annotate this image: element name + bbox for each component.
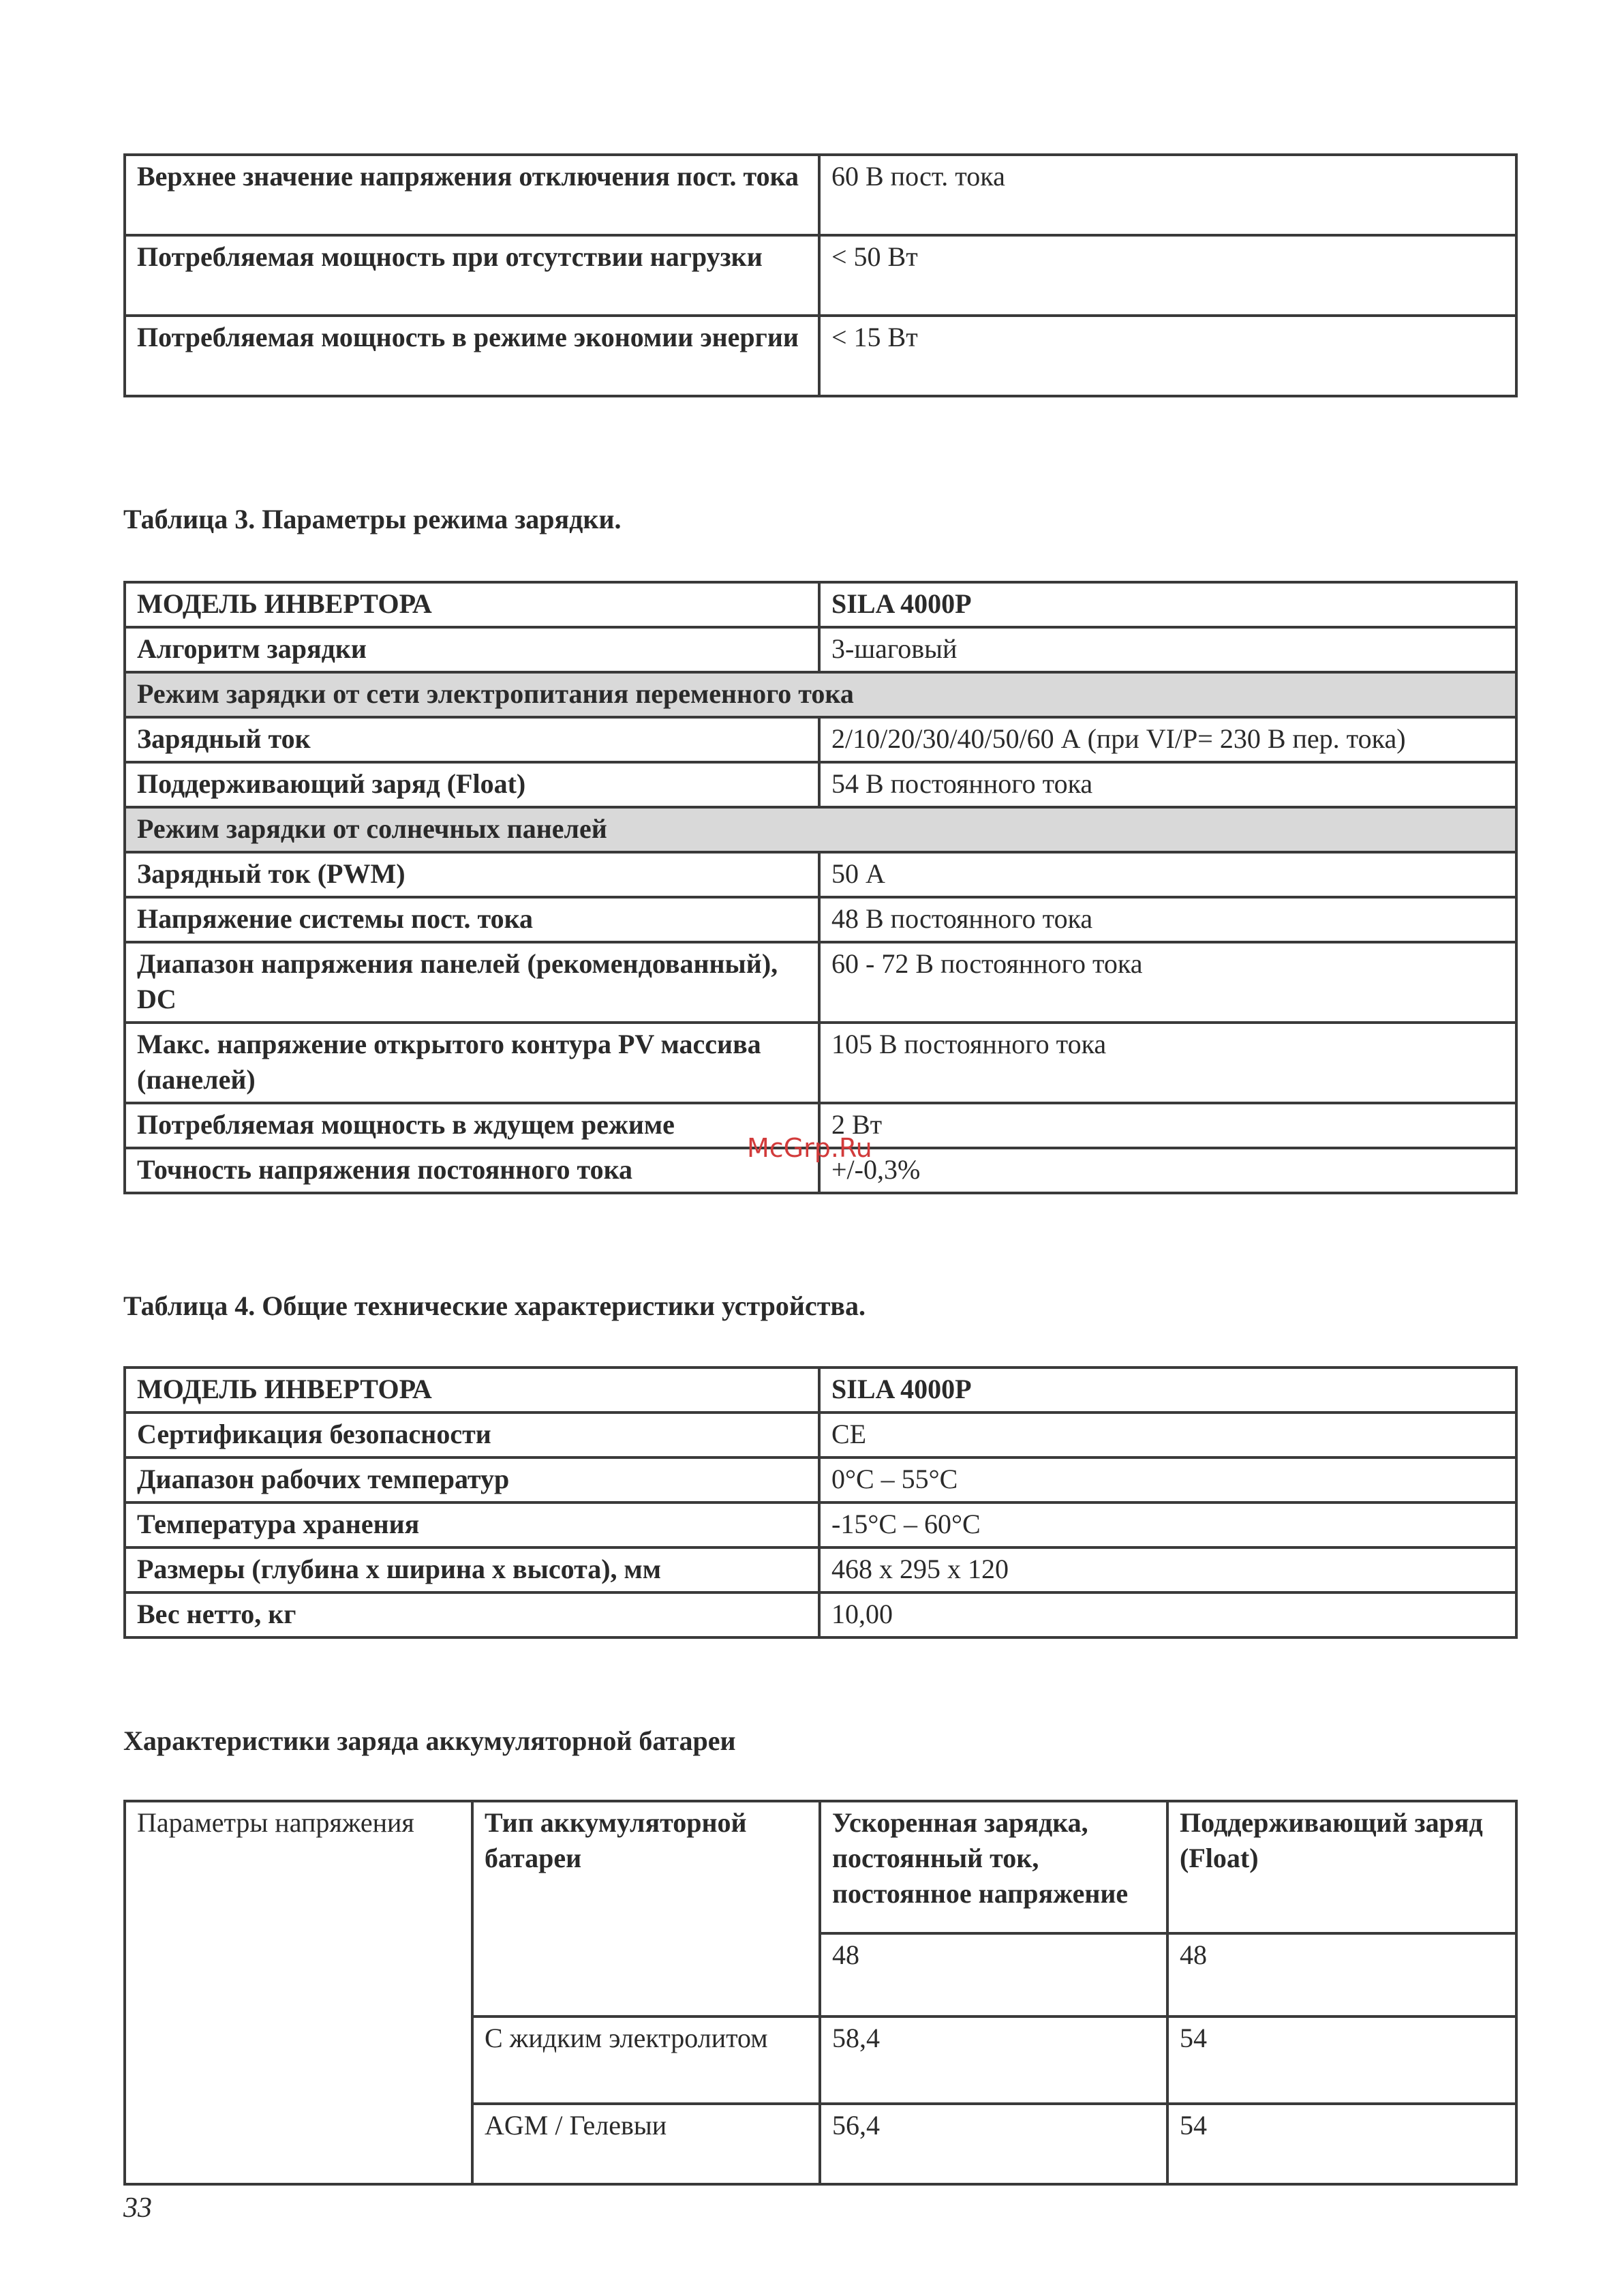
param-cell: Напряжение системы пост. тока xyxy=(125,897,819,942)
section-title: Режим зарядки от солнечных панелей xyxy=(125,807,1516,852)
param-cell: МОДЕЛЬ ИНВЕРТОРА xyxy=(125,582,819,627)
value-cell: SILA 4000P xyxy=(819,582,1516,627)
table-row xyxy=(125,1592,1516,1637)
value-cell: -15°C – 60°C xyxy=(819,1502,1516,1547)
boost-charge-header: Ускоренная зарядка, постоянный ток, постоянное напряжение xyxy=(820,1801,1167,1933)
battery-caption: Характеристики заряда аккумуляторной батареи xyxy=(123,1725,736,1756)
voltage-params-cell: Параметры напряжения xyxy=(125,1801,472,2184)
page-number: 33 xyxy=(123,2192,152,2224)
param-cell: МОДЕЛЬ ИНВЕРТОРА xyxy=(125,1368,819,1413)
param-cell: Зарядный ток (PWM) xyxy=(125,852,819,897)
table-row xyxy=(125,1413,1516,1457)
section-row-ac xyxy=(125,672,1516,717)
param-cell: Сертификация безопасности xyxy=(125,1413,819,1457)
table-row xyxy=(125,1457,1516,1502)
value-cell: 54 В постоянного тока xyxy=(819,762,1516,807)
charging-mode-table xyxy=(123,581,1518,1194)
table-row xyxy=(125,155,1516,235)
watermark: McGrp.Ru xyxy=(747,1133,872,1163)
param-cell: Вес нетто, кг xyxy=(125,1592,819,1637)
param-cell: Диапазон напряжения панелей (рекомендованный), DC xyxy=(125,942,819,1023)
float-value: 54 xyxy=(1167,2016,1516,2104)
value-cell: 3-шаговый xyxy=(819,627,1516,672)
value-cell: < 50 Вт xyxy=(819,235,1516,316)
battery-charge-table xyxy=(123,1800,1518,2186)
section-row-solar xyxy=(125,807,1516,852)
param-cell: Верхнее значение напряжения отключения пост. тока xyxy=(125,155,819,235)
table-row xyxy=(125,1547,1516,1592)
value-cell: CE xyxy=(819,1413,1516,1457)
battery-type-cell: С жидким электролитом xyxy=(472,2016,820,2104)
table-header-row xyxy=(125,582,1516,627)
float-value: 48 xyxy=(1167,1933,1516,2016)
value-cell: 50 А xyxy=(819,852,1516,897)
float-value: 54 xyxy=(1167,2104,1516,2184)
value-cell: 2 Вт xyxy=(819,1103,1516,1148)
param-cell: Алгоритм зарядки xyxy=(125,627,819,672)
value-cell: 2/10/20/30/40/50/60 А (при VI/P= 230 В пер. тока) xyxy=(819,717,1516,762)
table-row xyxy=(125,235,1516,316)
table4-caption: Таблица 4. Общие технические характеристики устройства. xyxy=(123,1290,866,1321)
table-row xyxy=(125,717,1516,762)
value-cell: 105 В постоянного тока xyxy=(819,1023,1516,1103)
voltage-cutoff-table xyxy=(123,153,1518,397)
value-cell: 60 - 72 В постоянного тока xyxy=(819,942,1516,1023)
boost-value: 58,4 xyxy=(820,2016,1167,2104)
table-row xyxy=(125,762,1516,807)
param-cell: Поддерживающий заряд (Float) xyxy=(125,762,819,807)
value-cell: 0°C – 55°C xyxy=(819,1457,1516,1502)
table-row xyxy=(125,627,1516,672)
table-row xyxy=(125,1023,1516,1103)
table-row xyxy=(125,316,1516,396)
param-cell: Потребляемая мощность в ждущем режиме xyxy=(125,1103,819,1148)
table-row xyxy=(125,897,1516,942)
general-specs-table xyxy=(123,1366,1518,1639)
table-row xyxy=(125,1502,1516,1547)
boost-value: 56,4 xyxy=(820,2104,1167,2184)
param-cell: Размеры (глубина х ширина х высота), мм xyxy=(125,1547,819,1592)
boost-value: 48 xyxy=(820,1933,1167,2016)
table-row xyxy=(125,942,1516,1023)
param-cell: Точность напряжения постоянного тока xyxy=(125,1148,819,1193)
value-cell: 48 В постоянного тока xyxy=(819,897,1516,942)
section-title: Режим зарядки от сети электропитания переменного тока xyxy=(125,672,1516,717)
param-cell: Диапазон рабочих температур xyxy=(125,1457,819,1502)
battery-type-cell: AGM / Гелевыи xyxy=(472,2104,820,2184)
battery-type-header: Тип аккумуляторной батареи xyxy=(472,1801,820,2016)
value-cell: < 15 Вт xyxy=(819,316,1516,396)
value-cell: +/-0,3% xyxy=(819,1148,1516,1193)
table3-caption: Таблица 3. Параметры режима зарядки. xyxy=(123,504,622,534)
table-header-row xyxy=(125,1368,1516,1413)
value-cell: 60 В пост. тока xyxy=(819,155,1516,235)
value-cell: 468 х 295 х 120 xyxy=(819,1547,1516,1592)
param-cell: Макс. напряжение открытого контура PV массива (панелей) xyxy=(125,1023,819,1103)
table-row xyxy=(125,852,1516,897)
param-cell: Температура хранения xyxy=(125,1502,819,1547)
param-cell: Потребляемая мощность в режиме экономии энергии xyxy=(125,316,819,396)
table-header-row xyxy=(125,1801,1516,1933)
float-charge-header: Поддерживающий заряд (Float) xyxy=(1167,1801,1516,1933)
param-cell: Зарядный ток xyxy=(125,717,819,762)
param-cell: Потребляемая мощность при отсутствии нагрузки xyxy=(125,235,819,316)
value-cell: 10,00 xyxy=(819,1592,1516,1637)
value-cell: SILA 4000P xyxy=(819,1368,1516,1413)
